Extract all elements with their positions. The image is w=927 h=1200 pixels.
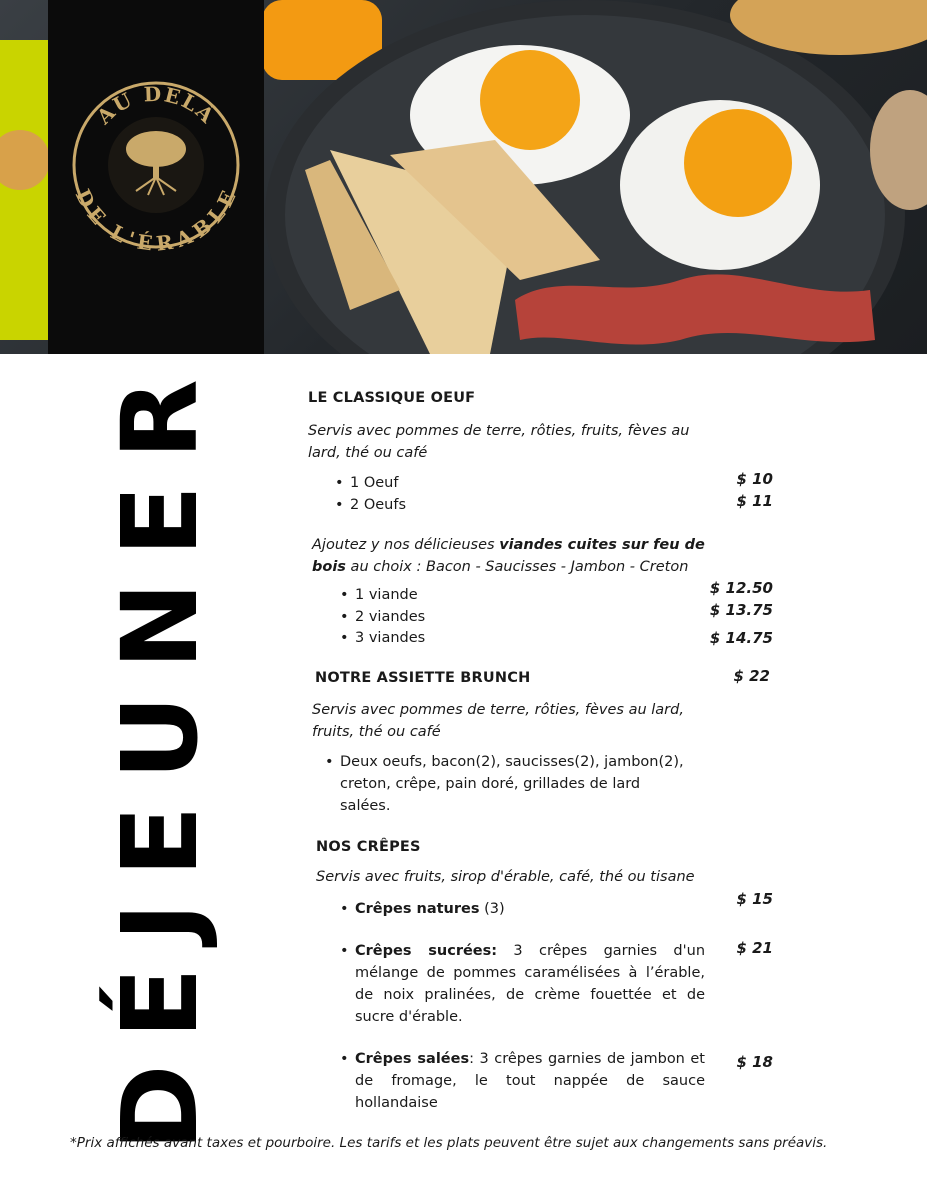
addon-text: au choix : Bacon - Saucisses - Jambon - Creton xyxy=(345,559,689,575)
classique-desc-1: Servis avec pommes de terre, rôties, fruits, fèves au xyxy=(308,423,690,439)
addon-highlight: bois xyxy=(312,559,346,575)
brunch-desc-1: Servis avec pommes de terre, rôties, fèves au lard, xyxy=(312,702,684,718)
addon-highlight: viandes cuites sur feu de xyxy=(499,537,705,553)
list-item xyxy=(355,898,505,920)
classique-desc-2: lard, thé ou café xyxy=(308,445,428,461)
list-item-cont: creton, crêpe, pain doré, grillades de lard xyxy=(340,776,641,792)
price: $ 11 xyxy=(736,492,773,510)
logo-text-top: AU DELÀ xyxy=(91,81,221,129)
crepes-desc: Servis avec fruits, sirop d'érable, café, thé ou tisane xyxy=(316,869,695,885)
brunch-desc-2: fruits, thé ou café xyxy=(312,724,441,740)
list-item: • Deux oeufs, bacon(2), saucisses(2), jambon(2), xyxy=(340,751,684,773)
price: $ 13.75 xyxy=(709,601,773,619)
price: $ 18 xyxy=(736,1053,773,1071)
list-item xyxy=(355,1048,705,1114)
addon-line-1 xyxy=(312,534,705,556)
list-item: • 1 viande xyxy=(355,584,418,606)
price: $ 22 xyxy=(733,667,770,685)
item-detail: 3 crêpes garnies d'un mélange de pommes caramélisées à l’érable, de noix pralinées, de crème fouettée et de sucre d'érable. xyxy=(355,943,706,1025)
addon-text: Ajoutez y nos délicieuses xyxy=(312,537,500,553)
list-item: • 2 viandes xyxy=(355,606,425,628)
list-item: • 2 Oeufs xyxy=(350,494,406,516)
price: $ 15 xyxy=(736,890,773,908)
footer-note: *Prix affichés avant taxes et pourboire. Les tarifs et les plats peuvent être sujet aux changements sans préavis. xyxy=(70,1135,828,1151)
price: $ 21 xyxy=(736,939,773,957)
item-detail: (3) xyxy=(479,901,505,917)
section-title-brunch: NOTRE ASSIETTE BRUNCH xyxy=(315,670,531,686)
price: $ 14.75 xyxy=(709,629,773,647)
item-name: Crêpes natures xyxy=(355,901,480,917)
list-item: • 1 Oeuf xyxy=(350,472,398,494)
addon-line-2 xyxy=(312,556,688,578)
list-item-cont: salées. xyxy=(340,798,391,814)
price: $ 12.50 xyxy=(709,579,773,597)
item-detail: : 3 crêpes garnies de jambon et de fromage, le tout nappée de sauce hollandaise xyxy=(355,1051,705,1111)
price: $ 10 xyxy=(736,470,773,488)
page-title: DÉJEUNER xyxy=(99,353,221,1151)
section-title-classique: LE CLASSIQUE OEUF xyxy=(308,390,476,406)
list-item xyxy=(355,940,705,1028)
list-item: • 3 viandes xyxy=(355,627,425,649)
item-name: Crêpes salées xyxy=(355,1051,470,1067)
item-name: Crêpes sucrées: xyxy=(355,943,498,959)
logo-text-bottom: DE L'ÉRABLE xyxy=(70,185,242,251)
section-title-crepes: NOS CRÊPES xyxy=(316,839,421,855)
